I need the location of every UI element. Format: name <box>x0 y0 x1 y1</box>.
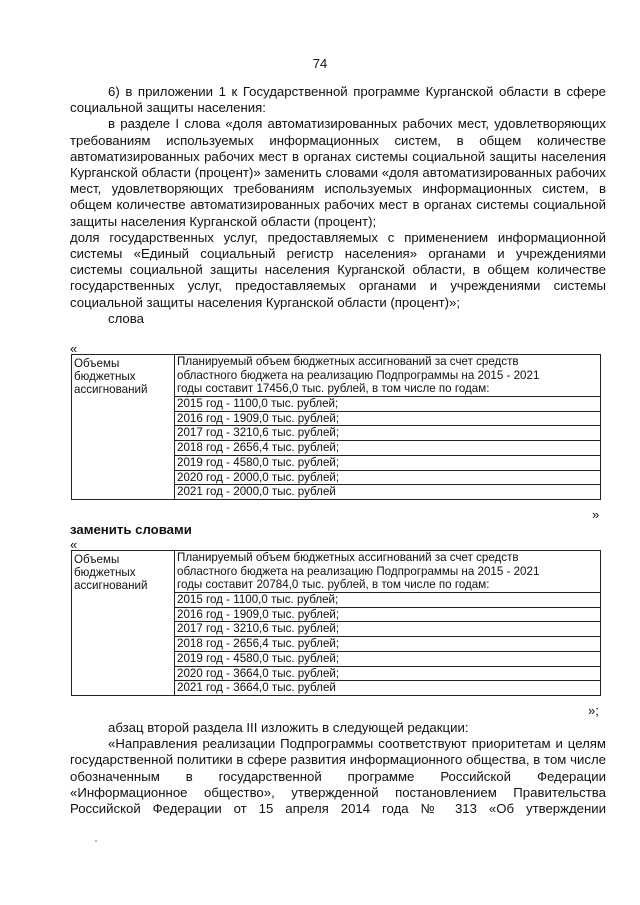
label-line: бюджетных <box>74 566 136 579</box>
year-line: 2019 год - 4580,0 тыс. рублей; <box>175 456 600 471</box>
open-quote-1: « <box>70 341 78 356</box>
intro-paragraph-3: доля государственных услуг, предоставляемых с применением информационной системы «Единый социальный регистр населения» органами и учреждениями системы социальной защиты населения Курганской области, в общем количестве государственных услуг, предоставляемых органами и учреждениями системы социальной защиты населения Курганской области (процент)»; <box>70 229 606 310</box>
year-line: 2015 год - 1100,0 тыс. рублей; <box>175 593 600 608</box>
header-line: годы составит 20784,0 тыс. рублей, в том числе по годам: <box>177 578 490 592</box>
year-line: 2021 год - 2000,0 тыс. рублей <box>177 485 336 499</box>
year-line: 2016 год - 1909,0 тыс. рублей; <box>175 608 600 623</box>
close-quote-1: » <box>592 507 600 522</box>
budget-value-cell <box>175 355 601 500</box>
header-line: Планируемый объем бюджетных ассигнований за счет средств <box>177 355 519 368</box>
intro-paragraph-2: в разделе I слова «доля автоматизированных рабочих мест, удовлетворяющих требованиям используемых информационных систем, в общем количестве автоматизированных рабочих мест в органах системы социальной защиты населения Курганской области (процент)» заменить словами «доля автоматизированных рабочих мест, удовлетворяющих требованиям используемых информационных систем, в общем количестве автоматизированных рабочих мест в органах системы социальной защиты населения Курганской области (процент); <box>70 116 606 229</box>
header-line: Планируемый объем бюджетных ассигнований за счет средств <box>177 551 519 564</box>
header-line: областного бюджета на реализацию Подпрограммы на 2015 - 2021 <box>177 368 540 382</box>
open-quote-2: « <box>70 537 78 552</box>
budget-label-cell <box>72 355 175 500</box>
label-line: ассигнований <box>74 579 148 592</box>
year-line: 2021 год - 3664,0 тыс. рублей <box>177 681 336 695</box>
label-line: ассигнований <box>74 383 148 396</box>
year-line: 2015 год - 1100,0 тыс. рублей; <box>175 397 600 412</box>
year-line: 2020 год - 3664,0 тыс. рублей; <box>175 667 600 682</box>
page-number: 74 <box>312 56 328 71</box>
budget-label-cell <box>72 551 175 696</box>
label-line: Объемы <box>74 357 120 370</box>
label-line: бюджетных <box>74 370 136 383</box>
label-line: Объемы <box>74 553 120 566</box>
intro-paragraph-4: слова <box>108 310 144 326</box>
year-line: 2020 год - 2000,0 тыс. рублей; <box>175 471 600 486</box>
outro-text <box>70 720 606 817</box>
year-line: 2016 год - 1909,0 тыс. рублей; <box>175 412 600 427</box>
intro-text <box>70 84 606 327</box>
budget-value-cell <box>175 551 601 696</box>
budget-header <box>175 355 600 397</box>
outro-paragraph-2: «Направления реализации Подпрограммы соответствуют приоритетам и целям государственной политики в сфере развития информационного общества, в том числе обозначенным в государственной программе Российской Федерации «Информационное общество», утвержденной постановлением Правительства Российской Федерации от 15 апреля 2014 года № 313 «Об утверждении <box>70 736 606 817</box>
close-quote-2: »; <box>588 703 599 718</box>
budget-table-old <box>71 354 601 500</box>
year-line: 2017 год - 3210,6 тыс. рублей; <box>175 622 600 637</box>
outro-paragraph-1: абзац второй раздела III изложить в следующей редакции: <box>108 720 469 735</box>
header-line: годы составит 17456,0 тыс. рублей, в том числе по годам: <box>177 382 490 396</box>
budget-header <box>175 551 600 593</box>
intro-paragraph-1: 6) в приложении 1 к Государственной программе Курганской области в сфере социальной защиты населения: <box>70 84 606 116</box>
year-line: 2019 год - 4580,0 тыс. рублей; <box>175 652 600 667</box>
budget-table-new <box>71 550 601 696</box>
year-line: 2017 год - 3210,6 тыс. рублей; <box>175 426 600 441</box>
year-line: 2018 год - 2656,4 тыс. рублей; <box>175 441 600 456</box>
replace-label: заменить словами <box>70 522 192 537</box>
header-line: областного бюджета на реализацию Подпрограммы на 2015 - 2021 <box>177 564 540 578</box>
scan-speck <box>95 840 97 842</box>
year-line: 2018 год - 2656,4 тыс. рублей; <box>175 637 600 652</box>
